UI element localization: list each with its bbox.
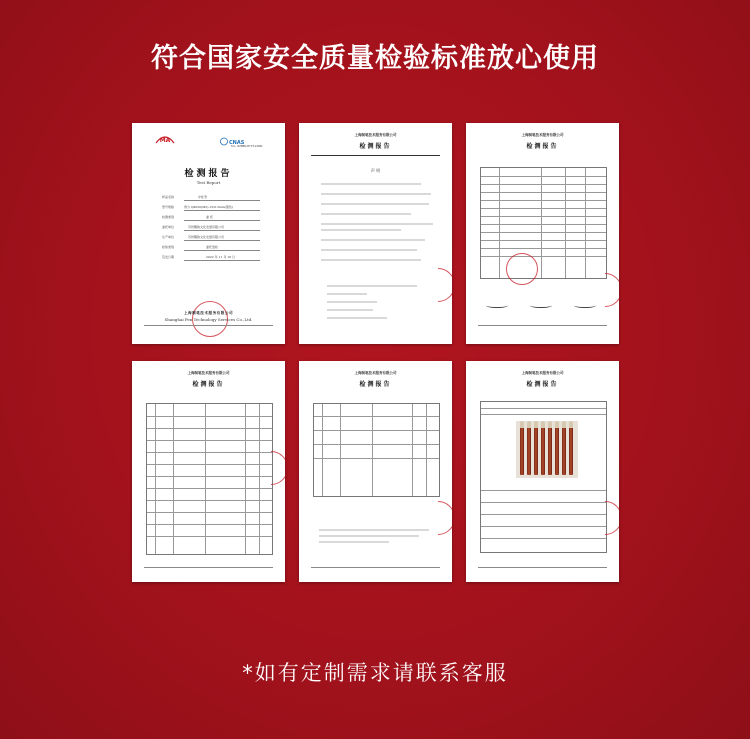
headline: 符合国家安全质量检验标准放心使用 xyxy=(151,43,599,74)
report-cover-page xyxy=(132,123,285,344)
official-stamp xyxy=(506,253,538,285)
field-value: 得力 Q9620(M2)-15/0.5mm(黑色) xyxy=(184,205,234,209)
cnas-logo-text: CNAS xyxy=(229,140,245,146)
page-title: 检测报告 xyxy=(526,143,559,150)
field-label: 检测类别 xyxy=(162,215,175,219)
cover-org-name: 上海制笔技术服务有限公司 xyxy=(183,311,234,315)
page-header: 上海制笔技术服务有限公司 xyxy=(354,371,397,375)
signature xyxy=(486,301,508,308)
report-photo-page xyxy=(466,361,619,582)
page-title: 检测报告 xyxy=(192,381,225,388)
field-label: 型号规格 xyxy=(162,205,175,209)
cma-logo xyxy=(154,130,176,142)
page-title: 检测报告 xyxy=(359,381,392,388)
results-table xyxy=(146,403,273,555)
sample-photo xyxy=(516,421,578,478)
field-value: 2022 年 11 月 18 日 xyxy=(206,255,236,259)
results-table xyxy=(313,403,440,497)
field-label: 生产单位 xyxy=(162,235,175,239)
page-title: 检测报告 xyxy=(526,381,559,388)
field-label: 委托单位 xyxy=(162,225,175,229)
field-value: 委 托 xyxy=(206,215,213,219)
report-number: No. SHBK-WTT-2000 xyxy=(231,144,263,148)
report-title: 检测报告 xyxy=(184,169,233,179)
page-title: 检测报告 xyxy=(359,143,392,150)
report-results-page-2 xyxy=(299,361,452,582)
field-value: 中性笔 xyxy=(198,195,208,199)
field-value: 委托送检 xyxy=(206,245,219,249)
signature xyxy=(530,301,552,308)
field-label: 检验类别 xyxy=(162,245,175,249)
report-statement-page xyxy=(299,123,452,344)
page-header: 上海制笔技术服务有限公司 xyxy=(521,371,564,375)
cma-logo-text: MA xyxy=(159,137,171,144)
report-title-en: Test Report xyxy=(196,180,221,185)
page-header: 上海制笔技术服务有限公司 xyxy=(521,133,564,137)
signature xyxy=(574,301,596,308)
page-header: 上海制笔技术服务有限公司 xyxy=(187,371,230,375)
field-value: 苏州馨韵文化发展有限公司 xyxy=(188,225,225,229)
page-header: 上海制笔技术服务有限公司 xyxy=(354,133,397,137)
cover-org-name-en: Shanghai Pen Technology Services Co.,Ltd. xyxy=(164,317,253,322)
cnas-logo xyxy=(220,131,260,146)
field-label: 样品名称 xyxy=(162,195,175,199)
report-results-page-1 xyxy=(132,361,285,582)
statement-title: 声 明 xyxy=(370,168,381,173)
seam-stamp xyxy=(421,268,452,302)
report-summary-page xyxy=(466,123,619,344)
field-label: 签发日期 xyxy=(162,255,175,259)
field-value: 苏州馨韵文化发展有限公司 xyxy=(188,235,225,239)
summary-table xyxy=(480,167,607,279)
custom-order-footnote: *如有定制需求请联系客服 xyxy=(242,661,508,685)
